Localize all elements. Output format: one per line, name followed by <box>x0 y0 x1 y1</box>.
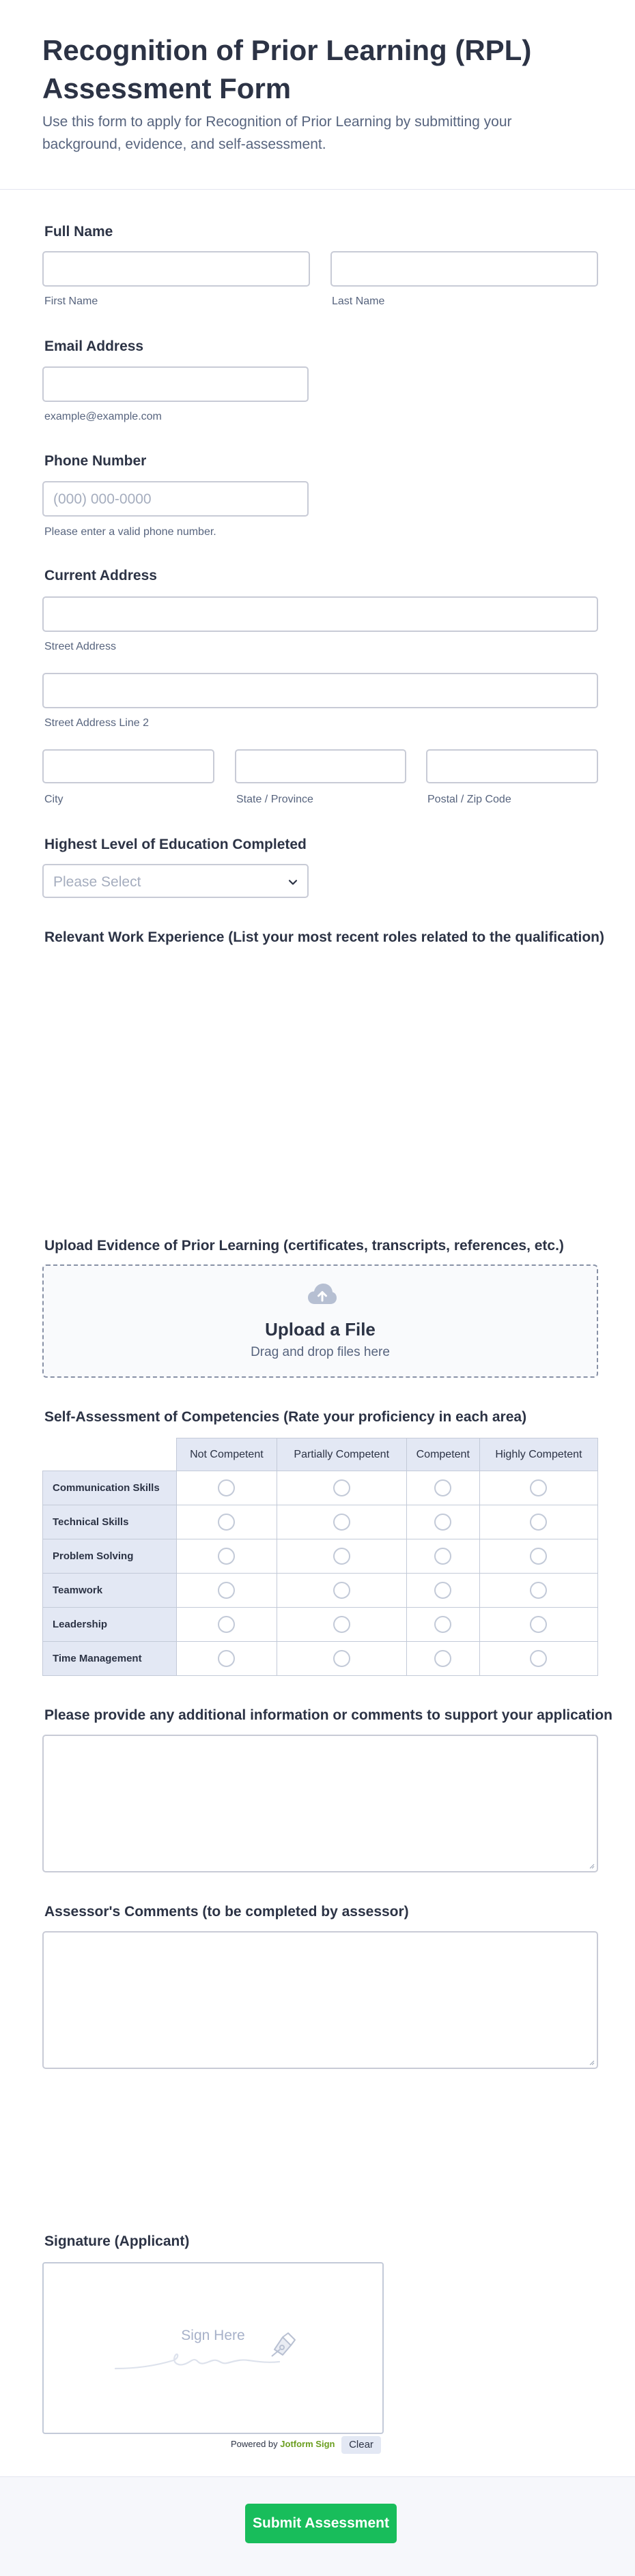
powered-by-text <box>231 2439 335 2449</box>
matrix-column-header: Not Competent <box>177 1438 277 1471</box>
radio-option[interactable] <box>434 1514 451 1531</box>
phone-sublabel: Please enter a valid phone number. <box>44 526 216 538</box>
work-experience-area <box>42 955 598 1221</box>
address-label: Current Address <box>44 568 157 583</box>
state-input[interactable] <box>235 749 406 783</box>
clear-signature-button[interactable]: Clear <box>341 2436 381 2454</box>
assessor-comments-label: Assessor's Comments (to be completed by assessor) <box>44 1904 409 1920</box>
street-address-input[interactable] <box>42 596 598 632</box>
radio-option[interactable] <box>530 1514 547 1531</box>
zip-input[interactable] <box>426 749 598 783</box>
jotform-sign-brand: Jotform Sign <box>280 2439 335 2449</box>
matrix-column-header: Highly Competent <box>479 1438 597 1471</box>
matrix-row <box>43 1471 598 1505</box>
zip-sublabel: Postal / Zip Code <box>427 794 511 805</box>
last-name-sublabel: Last Name <box>332 295 385 307</box>
matrix-column-header: Competent <box>406 1438 479 1471</box>
radio-option[interactable] <box>530 1548 547 1565</box>
additional-info-textarea[interactable] <box>42 1735 598 1872</box>
matrix-row <box>43 1574 598 1608</box>
matrix-row-label: Communication Skills <box>43 1471 177 1505</box>
radio-option[interactable] <box>333 1548 350 1565</box>
work-experience-label: Relevant Work Experience (List your most recent roles related to the qualification) <box>44 929 604 945</box>
radio-option[interactable] <box>530 1616 547 1633</box>
street-address-sublabel: Street Address <box>44 641 116 652</box>
matrix-row <box>43 1539 598 1574</box>
additional-info-label: Please provide any additional information or comments to support your application <box>44 1707 612 1723</box>
email-sublabel: example@example.com <box>44 411 162 422</box>
radio-option[interactable] <box>434 1582 451 1599</box>
education-label: Highest Level of Education Completed <box>44 837 307 852</box>
radio-option[interactable] <box>333 1616 350 1633</box>
radio-option[interactable] <box>333 1479 350 1496</box>
street-address-line2-input[interactable] <box>42 673 598 708</box>
matrix-row <box>43 1642 598 1676</box>
upload-subtitle: Drag and drop files here <box>251 1345 390 1359</box>
radio-option[interactable] <box>218 1479 235 1496</box>
email-input[interactable] <box>42 366 309 402</box>
matrix-row-label: Technical Skills <box>43 1505 177 1539</box>
submit-button[interactable]: Submit Assessment <box>245 2504 397 2543</box>
matrix-row-label: Time Management <box>43 1642 177 1676</box>
radio-option[interactable] <box>218 1616 235 1633</box>
file-upload-dropzone[interactable] <box>42 1264 598 1378</box>
self-assessment-label: Self-Assessment of Competencies (Rate your proficiency in each area) <box>44 1409 527 1425</box>
matrix-row-label: Teamwork <box>43 1574 177 1608</box>
radio-option[interactable] <box>333 1514 350 1531</box>
radio-option[interactable] <box>218 1548 235 1565</box>
email-label: Email Address <box>44 338 144 354</box>
radio-option[interactable] <box>218 1514 235 1531</box>
first-name-input[interactable] <box>42 251 310 287</box>
radio-option[interactable] <box>530 1650 547 1667</box>
full-name-label: Full Name <box>44 224 113 240</box>
first-name-sublabel: First Name <box>44 295 98 307</box>
last-name-input[interactable] <box>330 251 598 287</box>
upload-title: Upload a File <box>265 1319 376 1340</box>
upload-label: Upload Evidence of Prior Learning (certificates, transcripts, references, etc.) <box>44 1238 564 1254</box>
form-title: Recognition of Prior Learning (RPL) Assessment Form <box>42 34 532 104</box>
radio-option[interactable] <box>530 1479 547 1496</box>
phone-placeholder: (000) 000-0000 <box>53 491 152 507</box>
matrix-row-label: Problem Solving <box>43 1539 177 1574</box>
signature-pad[interactable] <box>42 2262 384 2434</box>
street-address-line2-sublabel: Street Address Line 2 <box>44 717 149 729</box>
education-select[interactable] <box>42 864 309 898</box>
chevron-down-icon <box>287 876 299 888</box>
radio-option[interactable] <box>333 1582 350 1599</box>
radio-option[interactable] <box>218 1582 235 1599</box>
form-header <box>0 0 635 190</box>
matrix-corner <box>43 1438 177 1471</box>
matrix-column-header: Partially Competent <box>277 1438 406 1471</box>
matrix-row <box>43 1505 598 1539</box>
assessor-comments-textarea[interactable] <box>42 1931 598 2069</box>
resize-grip-icon[interactable] <box>588 1862 595 1869</box>
form-description: Use this form to apply for Recognition of Prior Learning by submitting your background, evidence, and self-assessment. <box>42 114 512 152</box>
city-input[interactable] <box>42 749 214 783</box>
radio-option[interactable] <box>434 1548 451 1565</box>
matrix-row <box>43 1608 598 1642</box>
radio-option[interactable] <box>530 1582 547 1599</box>
resize-grip-icon[interactable] <box>588 2059 595 2066</box>
powered-by-prefix: Powered by <box>231 2439 278 2449</box>
radio-option[interactable] <box>333 1650 350 1667</box>
matrix-row-label: Leadership <box>43 1608 177 1642</box>
radio-option[interactable] <box>434 1479 451 1496</box>
radio-option[interactable] <box>434 1650 451 1667</box>
radio-option[interactable] <box>218 1650 235 1667</box>
cloud-upload-icon <box>307 1282 337 1305</box>
signature-label: Signature (Applicant) <box>44 2233 190 2249</box>
city-sublabel: City <box>44 794 63 805</box>
phone-label: Phone Number <box>44 453 147 469</box>
competency-matrix <box>42 1438 598 1676</box>
signature-placeholder: Sign Here <box>181 2328 245 2343</box>
radio-option[interactable] <box>434 1616 451 1633</box>
state-sublabel: State / Province <box>236 794 313 805</box>
phone-input[interactable] <box>42 481 309 517</box>
education-selected: Please Select <box>53 874 141 890</box>
